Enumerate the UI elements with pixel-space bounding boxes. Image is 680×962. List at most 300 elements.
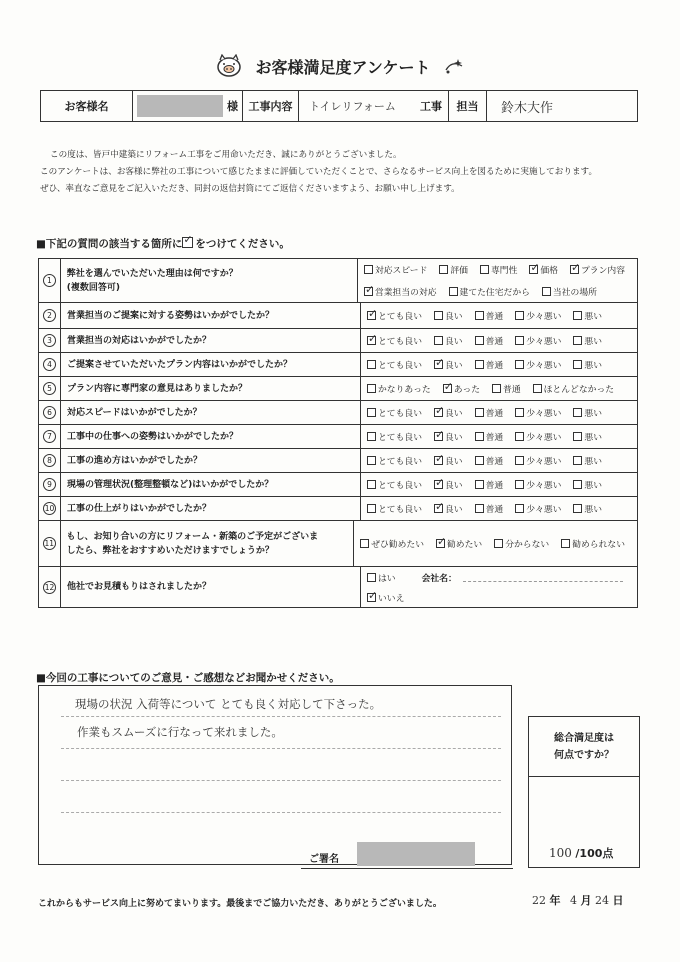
option-label: 悪い	[584, 361, 603, 371]
question-row	[39, 329, 637, 353]
question-row	[39, 259, 637, 303]
checked-checkbox[interactable]	[434, 456, 443, 465]
checkbox[interactable]	[367, 384, 376, 393]
question-number: 3	[43, 334, 56, 347]
question-number: 1	[43, 274, 56, 287]
checked-checkbox[interactable]	[434, 504, 443, 513]
question-text-cell	[61, 473, 361, 496]
option-line	[367, 358, 637, 371]
option-line	[367, 591, 637, 604]
checkbox[interactable]	[475, 456, 484, 465]
answer-option[interactable]	[561, 537, 625, 550]
answer-option[interactable]	[529, 263, 558, 276]
checkbox[interactable]	[364, 265, 373, 274]
option-label: 悪い	[584, 457, 603, 467]
question-number: 8	[43, 454, 56, 467]
question-row	[39, 353, 637, 377]
option-line	[367, 334, 637, 347]
question-number: 9	[43, 478, 56, 491]
checkbox[interactable]	[475, 504, 484, 513]
checkbox[interactable]	[561, 539, 570, 548]
score-question-line: 総合満足度は	[554, 732, 614, 744]
answer-option[interactable]	[436, 537, 482, 550]
checkbox[interactable]	[367, 408, 376, 417]
question-options-cell	[361, 401, 637, 424]
answer-option[interactable]	[515, 334, 561, 347]
question-text-cell	[61, 303, 361, 328]
question-text-cell	[61, 353, 361, 376]
option-label: 悪い	[584, 409, 603, 419]
comments-header: ■今回の工事についてのご意見・ご感想などお聞かせください。	[36, 672, 340, 684]
answer-option[interactable]	[475, 358, 504, 371]
intro-text	[40, 147, 640, 198]
questions-table	[38, 258, 638, 608]
option-label: 少々悪い	[526, 433, 562, 443]
answer-option[interactable]	[533, 382, 614, 395]
option-line	[367, 309, 637, 322]
checkbox[interactable]	[573, 336, 582, 345]
checkbox[interactable]	[475, 336, 484, 345]
question-number-cell	[39, 259, 61, 302]
checked-checkbox[interactable]	[434, 432, 443, 441]
checked-checkbox[interactable]	[443, 384, 452, 393]
option-label: 普通	[485, 337, 504, 347]
checkbox[interactable]	[434, 311, 443, 320]
option-label: 分からない	[505, 540, 550, 550]
questions-header	[36, 236, 290, 251]
question-text: したら、弊社をおすすめいただけますでしょうか？	[66, 545, 274, 556]
question-text: 工事の仕上がりはいかがでしたか？	[67, 503, 212, 514]
checkbox[interactable]	[367, 504, 376, 513]
company-name-field[interactable]	[463, 572, 623, 582]
option-label: 良い	[445, 481, 463, 491]
option-label: 普通	[485, 505, 504, 515]
question-options-cell	[361, 377, 637, 400]
checkbox[interactable]	[449, 287, 458, 296]
question-options-cell	[354, 521, 637, 566]
question-text: もし、お知り合いの方にリフォーム・新築のご予定がございま	[66, 531, 319, 542]
date-month-unit: 月	[580, 894, 592, 907]
checkbox[interactable]	[533, 384, 542, 393]
date-day[interactable]: 24	[595, 894, 609, 907]
question-row	[39, 425, 637, 449]
date-year-unit: 年	[549, 894, 561, 907]
option-label: 普通	[503, 385, 521, 395]
answer-option[interactable]	[480, 263, 517, 276]
option-label: 少々悪い	[526, 409, 562, 419]
customer-name-field	[133, 91, 243, 121]
checkbox[interactable]	[515, 504, 524, 513]
score-question	[529, 717, 639, 777]
checked-checkbox[interactable]	[434, 408, 443, 417]
question-options-cell	[361, 497, 637, 520]
answer-option[interactable]	[367, 478, 422, 491]
customer-name-label: お客様名	[41, 91, 133, 121]
question-number: 10	[44, 504, 55, 513]
question-row	[39, 449, 637, 473]
answer-option[interactable]	[573, 430, 602, 443]
question-text-cell	[61, 377, 361, 400]
answer-option[interactable]	[570, 263, 625, 276]
question-text: 工事中の仕事への姿勢はいかがでしたか？	[67, 431, 239, 442]
question-options-cell	[361, 303, 637, 328]
option-label: 建てた住宅だから	[459, 287, 530, 298]
question-text-cell	[61, 449, 361, 472]
staff-field	[487, 91, 637, 121]
option-label: 良い	[445, 337, 463, 347]
option-label: 悪い	[584, 312, 603, 322]
question-row	[39, 497, 637, 521]
answer-option[interactable]	[439, 263, 468, 276]
answer-option[interactable]	[364, 285, 437, 298]
customer-info-table	[40, 90, 638, 122]
answer-option[interactable]	[434, 430, 463, 443]
score-value[interactable]: 100	[549, 846, 572, 860]
answer-option[interactable]	[443, 382, 480, 395]
option-label: 悪い	[584, 337, 603, 347]
answer-option[interactable]	[434, 502, 463, 515]
honorific: 様	[227, 100, 238, 113]
intro-line: このアンケートは、お客様に弊社の工事について感じたままに評価していただくことで、さらなるサービス向上を図るために実施しております。	[40, 167, 598, 177]
question-row	[39, 401, 637, 425]
answer-option[interactable]	[434, 358, 463, 371]
option-label: 良い	[445, 457, 463, 467]
option-label: とても良い	[378, 361, 422, 371]
comment-line	[61, 716, 501, 717]
option-label: 少々悪い	[526, 457, 562, 467]
answer-option[interactable]	[475, 454, 504, 467]
answer-option[interactable]	[515, 406, 561, 419]
option-line	[367, 430, 637, 443]
option-line	[367, 382, 637, 395]
comment-text-line: 現場の状況 入荷等について とても良く対応して下さった。	[75, 697, 382, 711]
checked-checkbox[interactable]	[529, 265, 538, 274]
work-content-field	[299, 91, 449, 121]
option-label: 良い	[445, 409, 463, 419]
checkbox[interactable]	[475, 360, 484, 369]
checked-checkbox[interactable]	[367, 593, 376, 602]
question-text-cell	[61, 497, 361, 520]
option-label: あった	[453, 385, 481, 395]
answer-option[interactable]	[573, 478, 602, 491]
checkbox[interactable]	[367, 573, 376, 582]
answer-option[interactable]	[434, 454, 463, 467]
answer-option[interactable]	[367, 334, 422, 347]
checkbox[interactable]	[515, 480, 524, 489]
staff-value: 鈴木大作	[501, 100, 554, 116]
option-label: ぜひ勧めたい	[371, 540, 424, 550]
checkmark-icon	[182, 237, 193, 248]
answer-option[interactable]	[367, 309, 422, 322]
question-text: 営業担当の対応はいかがでしたか？	[67, 335, 212, 346]
question-row	[39, 303, 637, 329]
checked-checkbox[interactable]	[367, 336, 376, 345]
checked-checkbox[interactable]	[434, 480, 443, 489]
option-label: 普通	[485, 433, 504, 443]
answer-option[interactable]	[475, 502, 504, 515]
pig-icon	[214, 54, 244, 78]
option-label: いいえ	[378, 593, 405, 604]
answer-option[interactable]	[367, 406, 422, 419]
checked-checkbox[interactable]	[436, 539, 445, 548]
checkbox[interactable]	[515, 336, 524, 345]
option-label: 普通	[485, 481, 504, 491]
question-text: 弊社を選んでいただいた理由は何ですか？	[66, 268, 238, 279]
answer-option[interactable]	[367, 430, 422, 443]
question-number-cell	[39, 329, 61, 352]
option-label: 普通	[485, 409, 504, 419]
option-label: 勧めたい	[447, 540, 483, 550]
answer-option[interactable]	[573, 454, 602, 467]
option-label: とても良い	[378, 337, 422, 347]
checkbox[interactable]	[573, 480, 582, 489]
option-line	[367, 406, 637, 419]
answer-option[interactable]	[364, 263, 427, 276]
comment-box[interactable]	[38, 685, 512, 865]
question-options-cell	[358, 259, 637, 302]
answer-option[interactable]	[367, 571, 396, 584]
date-year[interactable]: 22	[532, 894, 546, 907]
option-label: とても良い	[378, 457, 422, 467]
redacted-name	[137, 95, 223, 117]
checkbox[interactable]	[573, 456, 582, 465]
checkbox[interactable]	[367, 456, 376, 465]
checkbox[interactable]	[475, 432, 484, 441]
comment-line	[61, 780, 501, 781]
option-label: 普通	[485, 312, 504, 322]
question-row	[39, 521, 637, 567]
checkbox[interactable]	[573, 408, 582, 417]
question-row	[39, 567, 637, 607]
question-text: プラン内容に専門家の意見はありましたか？	[67, 383, 248, 394]
question-number-cell	[39, 521, 61, 566]
answer-option[interactable]	[449, 285, 530, 298]
option-label: かなりあった	[378, 385, 431, 395]
answer-option[interactable]	[573, 406, 602, 419]
score-box	[528, 716, 640, 868]
question-number-cell	[39, 473, 61, 496]
option-label: 普通	[485, 361, 504, 371]
question-text-cell	[61, 521, 355, 566]
score-question-line: 何点ですか？	[554, 749, 614, 761]
checkbox[interactable]	[542, 287, 551, 296]
question-text-cell	[61, 329, 361, 352]
option-label: 少々悪い	[526, 505, 562, 515]
question-number-cell	[39, 449, 61, 472]
option-line	[364, 263, 637, 276]
option-line	[367, 478, 637, 491]
option-line	[367, 454, 637, 467]
question-text: 現場の管理状況(整理整頓など)はいかがでしたか？	[67, 479, 274, 490]
option-line	[367, 571, 637, 584]
answer-option[interactable]	[360, 537, 424, 550]
answer-option[interactable]	[542, 285, 597, 298]
checkbox[interactable]	[367, 360, 376, 369]
checked-checkbox[interactable]	[434, 360, 443, 369]
checked-checkbox[interactable]	[367, 311, 376, 320]
sparkle-icon	[442, 56, 466, 76]
work-content-value: トイレリフォーム	[309, 100, 396, 113]
question-number: 4	[43, 358, 56, 371]
question-number: 2	[43, 309, 56, 322]
answer-option[interactable]	[475, 478, 504, 491]
date-day-unit: 日	[612, 894, 624, 907]
option-label: 良い	[445, 312, 463, 322]
option-label: 勧められない	[572, 540, 625, 550]
answer-option[interactable]	[367, 382, 431, 395]
question-text: 工事の進め方はいかがでしたか？	[67, 455, 203, 466]
signature-label: ご署名	[309, 854, 339, 865]
answer-option[interactable]	[434, 309, 463, 322]
option-label: 良い	[445, 505, 463, 515]
footer-message: これからもサービス向上に努めてまいります。最後までご協力いただき、ありがとうございました。	[38, 899, 442, 909]
checkbox[interactable]	[434, 336, 443, 345]
answer-option[interactable]	[515, 502, 561, 515]
answer-option[interactable]	[475, 406, 504, 419]
checkbox[interactable]	[573, 432, 582, 441]
option-label: プラン内容	[581, 266, 625, 277]
option-label: とても良い	[378, 433, 422, 443]
option-label: とても良い	[378, 409, 422, 419]
option-label: 少々悪い	[526, 337, 562, 347]
answer-option[interactable]	[434, 334, 463, 347]
option-label: 少々悪い	[526, 361, 562, 371]
option-label: 良い	[445, 433, 463, 443]
checkbox[interactable]	[480, 265, 489, 274]
question-options-cell	[361, 473, 637, 496]
answer-option[interactable]	[573, 502, 602, 515]
page-title: お客様満足度アンケート	[255, 57, 431, 77]
answer-option[interactable]	[573, 309, 602, 322]
answer-option[interactable]	[475, 430, 504, 443]
question-text-cell	[61, 567, 361, 607]
questions-header-text-after: をつけてください。	[195, 238, 290, 250]
score-suffix: /100点	[575, 847, 614, 860]
work-content-label: 工事内容	[243, 91, 299, 121]
answer-option[interactable]	[573, 358, 602, 371]
checkbox[interactable]	[573, 311, 582, 320]
checkbox[interactable]	[475, 311, 484, 320]
answer-option[interactable]	[475, 309, 504, 322]
checkbox[interactable]	[515, 432, 524, 441]
answer-option[interactable]	[515, 478, 561, 491]
work-suffix: 工事	[420, 100, 442, 113]
question-number: 7	[43, 430, 56, 443]
option-label: 普通	[485, 457, 504, 467]
question-number-cell	[39, 353, 61, 376]
option-label: とても良い	[378, 312, 422, 322]
question-text: ご提案させていただいたプラン内容はいかがでしたか？	[67, 359, 293, 370]
comment-line	[61, 812, 501, 813]
checkbox[interactable]	[515, 456, 524, 465]
comment-text-line: 作業もスムーズに行なって来れました。	[77, 725, 283, 739]
question-number-cell	[39, 567, 61, 607]
question-text: 営業担当のご提案に対する姿勢はいかがでしたか？	[67, 310, 275, 321]
answer-option[interactable]	[367, 591, 404, 604]
staff-label: 担当	[449, 91, 487, 121]
answer-option[interactable]	[367, 454, 422, 467]
question-text-cell	[61, 401, 361, 424]
intro-line: この度は、皆戸中建築にリフォーム工事をご用命いただき、誠にありがとうございました。	[50, 150, 402, 160]
option-label: とても良い	[378, 505, 422, 515]
answer-option[interactable]	[367, 358, 422, 371]
question-number-cell	[39, 497, 61, 520]
question-options-cell	[361, 567, 637, 607]
question-options-cell	[361, 425, 637, 448]
question-text-cell	[61, 259, 358, 302]
option-label: 悪い	[584, 433, 603, 443]
checkbox[interactable]	[475, 480, 484, 489]
score-answer	[549, 845, 613, 861]
checkbox[interactable]	[515, 408, 524, 417]
comment-line	[61, 748, 501, 749]
checkbox[interactable]	[494, 539, 503, 548]
answer-option[interactable]	[515, 358, 561, 371]
survey-title-bar	[0, 54, 680, 78]
option-label: 悪い	[584, 481, 603, 491]
option-label: 対応スピード	[374, 266, 428, 277]
answer-option[interactable]	[434, 478, 463, 491]
question-text: 対応スピードはいかがでしたか？	[67, 407, 202, 418]
answer-option[interactable]	[494, 537, 549, 550]
question-row	[39, 473, 637, 497]
checkbox[interactable]	[515, 311, 524, 320]
answer-option[interactable]	[515, 309, 561, 322]
answer-option[interactable]	[367, 502, 422, 515]
checkbox[interactable]	[573, 504, 582, 513]
answer-option[interactable]	[475, 334, 504, 347]
checkbox[interactable]	[439, 265, 448, 274]
answer-option[interactable]	[492, 382, 521, 395]
checkbox[interactable]	[367, 432, 376, 441]
answer-option[interactable]	[515, 430, 561, 443]
checked-checkbox[interactable]	[364, 287, 373, 296]
intro-line: ぜひ、率直なご意見をご記入いただき、同封の返信封筒にてご返信くださいますよう、お願い申し上げます。	[40, 184, 460, 194]
signature-underline	[301, 868, 513, 869]
question-number: 11	[44, 539, 55, 548]
checked-checkbox[interactable]	[570, 265, 579, 274]
questions-header-text: ■下記の質問の該当する箇所に	[36, 238, 183, 250]
checkbox[interactable]	[475, 408, 484, 417]
checkbox[interactable]	[360, 539, 369, 548]
checkbox[interactable]	[367, 480, 376, 489]
checkbox[interactable]	[515, 360, 524, 369]
answer-option[interactable]	[573, 334, 602, 347]
option-label: 評価	[450, 266, 468, 277]
answer-option[interactable]	[434, 406, 463, 419]
option-label: 少々悪い	[526, 481, 562, 491]
question-number-cell	[39, 377, 61, 400]
question-text: 他社でお見積もりはされましたか？	[67, 582, 212, 592]
date-month[interactable]: 4	[570, 894, 577, 907]
question-row	[39, 377, 637, 401]
option-label: 悪い	[584, 505, 603, 515]
question-options-cell	[361, 449, 637, 472]
answer-option[interactable]	[515, 454, 561, 467]
question-number: 5	[43, 382, 56, 395]
option-label: 専門性	[490, 266, 518, 277]
option-label: ほとんどなかった	[543, 385, 615, 395]
option-label: 少々悪い	[526, 312, 562, 322]
question-options-cell	[361, 353, 637, 376]
question-options-cell	[361, 329, 637, 352]
question-number-cell	[39, 303, 61, 328]
option-label: はい	[378, 573, 396, 584]
option-line	[360, 537, 637, 550]
checkbox[interactable]	[573, 360, 582, 369]
question-text-cell	[61, 425, 361, 448]
checkbox[interactable]	[492, 384, 501, 393]
